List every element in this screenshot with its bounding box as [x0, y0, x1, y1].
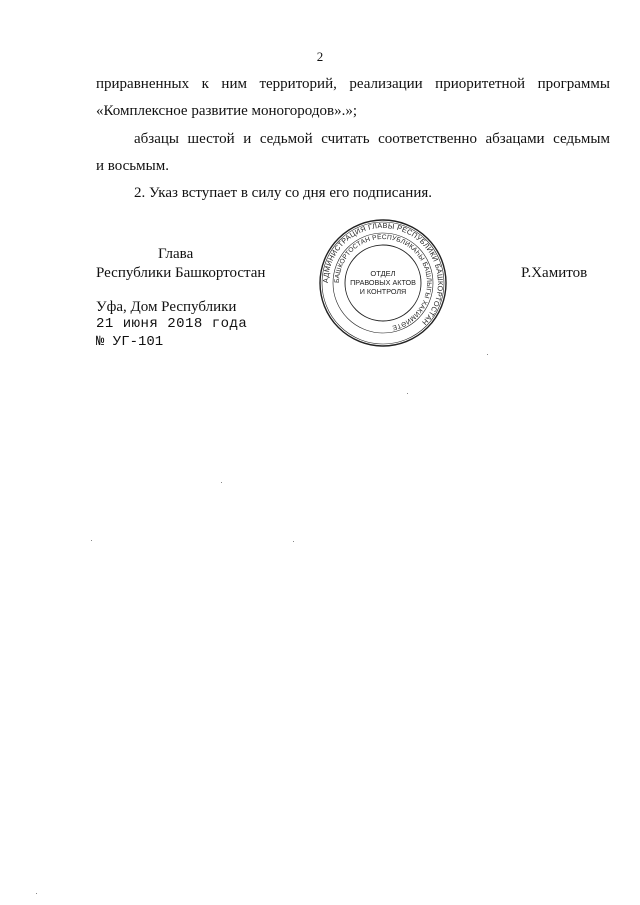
body-line-1: приравненных к ним территорий, реализации приоритетной программы: [96, 76, 610, 92]
official-seal: [318, 218, 448, 348]
decree-number: № УГ-101: [96, 334, 164, 350]
signature-organization: Республики Башкортостан: [96, 265, 266, 281]
body-line-4: и восьмым.: [96, 158, 169, 174]
scan-speck: [36, 893, 37, 894]
signature-name: Р.Хамитов: [521, 265, 588, 281]
scan-speck: [91, 540, 92, 541]
signature-title: Глава: [158, 246, 194, 262]
scan-speck: [293, 541, 294, 542]
scan-speck: [221, 482, 222, 483]
seal-center-line-3: И КОНТРОЛЯ: [359, 287, 407, 296]
seal-inner-ring-text: БАШКОРТОСТАН РЕСПУБЛИКАҺЫ БАШЛЫГЫ ХАКИМИӘТЕ: [333, 233, 433, 331]
page-number: 2: [316, 49, 324, 64]
scan-speck: [407, 393, 408, 394]
seal-center-line-1: ОТДЕЛ: [370, 269, 396, 278]
body-line-5: 2. Указ вступает в силу со дня его подписания.: [134, 185, 432, 201]
seal-center-line-2: ПРАВОВЫХ АКТОВ: [350, 278, 416, 287]
signing-date: 21 июня 2018 года: [96, 316, 248, 332]
scan-speck: [487, 354, 488, 355]
body-line-2: «Комплексное развитие моногородов».»;: [96, 103, 358, 119]
signing-place: Уфа, Дом Республики: [96, 299, 237, 315]
seal-outer-ring-text: АДМИНИСТРАЦИЯ ГЛАВЫ РЕСПУБЛИКИ БАШКОРТОСТАН: [320, 220, 446, 328]
body-line-3: абзацы шестой и седьмой считать соответственно абзацами седьмым: [134, 131, 610, 147]
